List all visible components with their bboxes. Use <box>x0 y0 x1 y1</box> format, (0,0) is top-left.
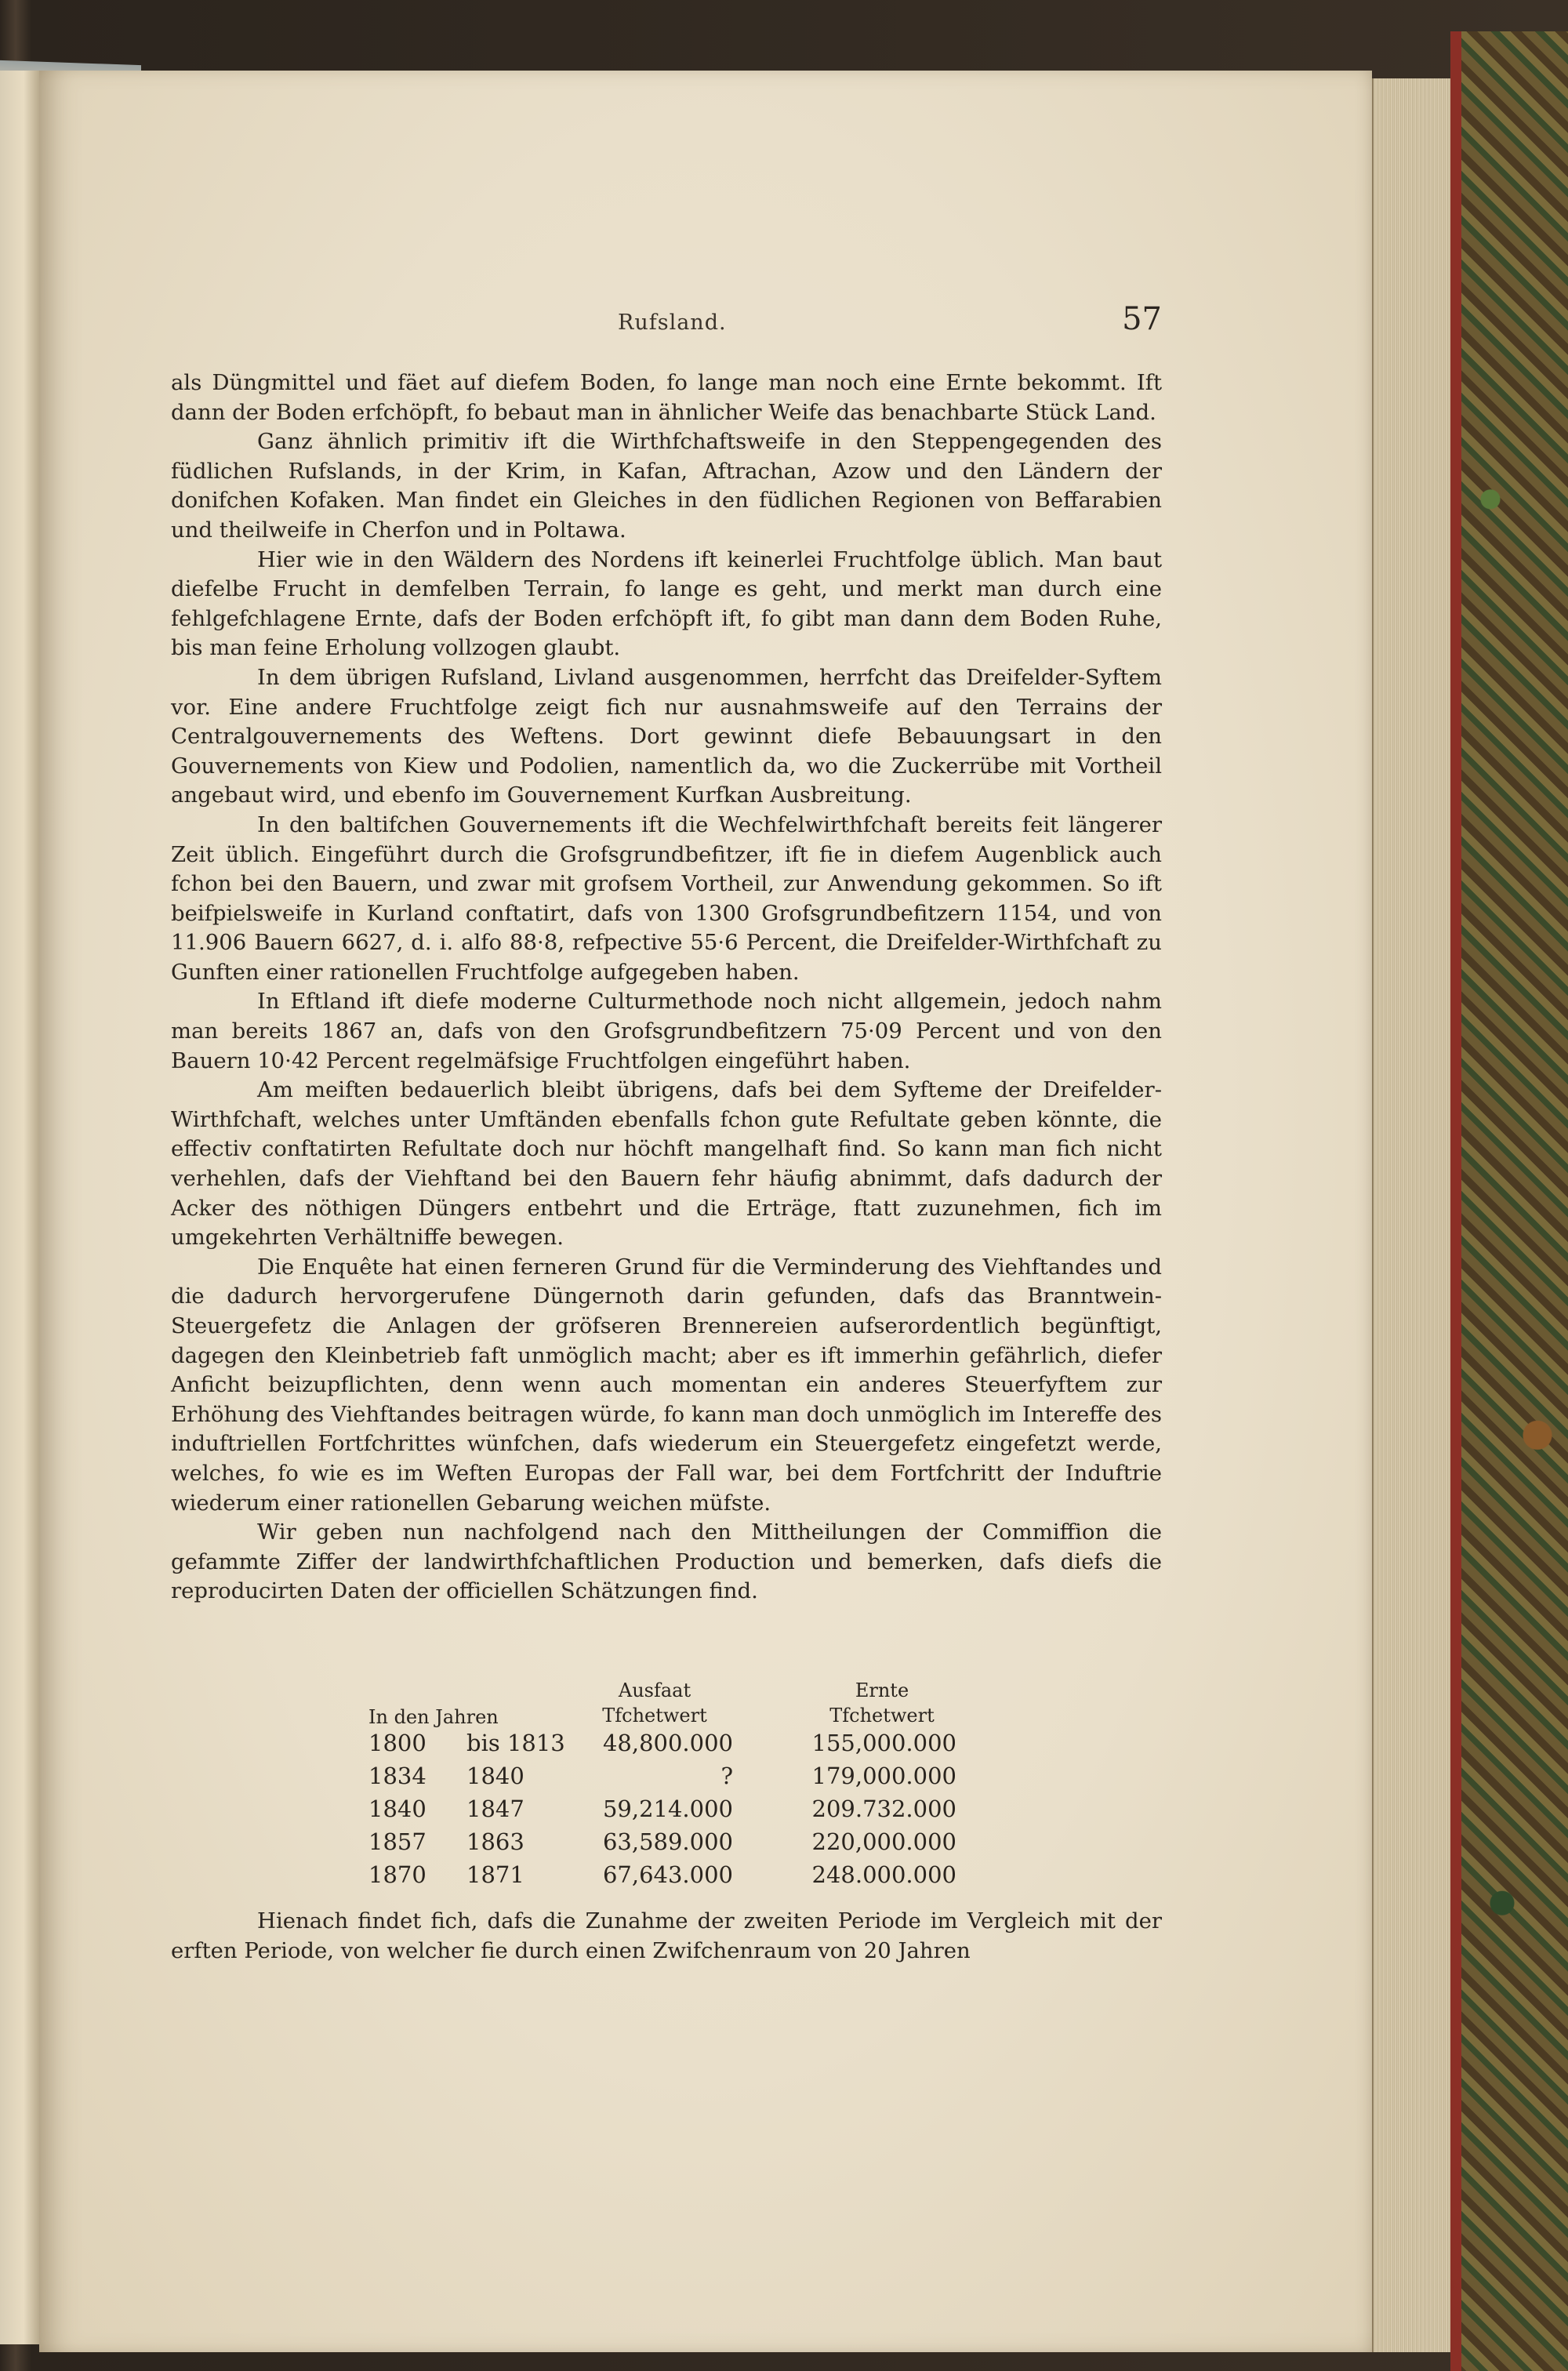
marbled-cover <box>1450 31 1568 2371</box>
cell-seed: 48,800.000 <box>602 1730 733 1756</box>
header-seed-unit: Tfchetwert <box>602 1705 707 1727</box>
cell-seed: ? <box>720 1763 733 1789</box>
header-harvest-label: Ernte <box>855 1679 909 1701</box>
header-seed-label: Ausfaat <box>618 1679 691 1701</box>
cell-seed: 59,214.000 <box>602 1795 733 1822</box>
previous-page-edge <box>0 71 41 2344</box>
cell-harvest: 209.732.000 <box>811 1795 956 1822</box>
cell-from-year: 1800 <box>368 1730 426 1756</box>
paragraph: In den baltifchen Gouvernements ift die Wechfelwirthfchaft bereits feit längerer Zeit üblich. Eingeführt durch die Grofsgrundbefitzer, ift fie in diefem Augenblick auch fchon bei den Bauern, und zwar mit grofsem Vortheil, zur Anwendung gekommen. So ift beifpielsweife in Kurland conftatirt, dafs von 1300 Grofsgrundbefitzern 1154, und von 11.906 Bauern 6627, d. i. alfo 88·8, refpective 55·6 Percent, die Dreifelder-Wirthfchaft zu Gunften einer rationellen Fruchtfolge aufgegeben haben. <box>171 812 1162 985</box>
header-harvest <box>808 1678 956 1728</box>
production-table <box>361 1678 988 1894</box>
cell-from-year: 1840 <box>368 1795 426 1822</box>
cell-harvest: 179,000.000 <box>811 1763 956 1789</box>
table-row <box>361 1828 988 1861</box>
table-row <box>361 1763 988 1795</box>
page-block-edges <box>1372 78 1452 2352</box>
cell-to-year: 1871 <box>466 1861 524 1888</box>
cell-to-year: bis 1813 <box>466 1730 565 1756</box>
paragraph: Wir geben nun nachfolgend nach den Mittheilungen der Commiffion die gefammte Ziffer der landwirthfchaftlichen Production und bemerken, dafs diefs die reproducirten Daten der officiellen Schätzungen find. <box>171 1520 1162 1604</box>
paragraph: Ganz ähnlich primitiv ift die Wirthfchaftsweife in den Steppengegenden des füdlichen Rufslands, in der Krim, in Kafan, Aftrachan, Azow und den Ländern der donifchen Kofaken. Man findet ein Gleiches in den füdlichen Regionen von Beffarabien und theilweife in Cherfon und in Poltawa. <box>171 429 1162 543</box>
cell-to-year: 1863 <box>466 1828 524 1855</box>
cell-from-year: 1834 <box>368 1763 426 1789</box>
cell-from-year: 1870 <box>368 1861 426 1888</box>
closing-paragraph: Hienach findet fich, dafs die Zunahme der zweiten Periode im Vergleich mit der erften Periode, von welcher fie durch einen Zwifchenraum von 20 Jahren <box>171 1908 1162 1963</box>
cell-harvest: 248.000.000 <box>811 1861 956 1888</box>
paragraph: In dem übrigen Rufsland, Livland ausgenommen, herrfcht das Dreifelder-Syftem vor. Eine andere Fruchtfolge zeigt fich nur ausnahmsweife auf den Terrains der Centralgouvernements des Weftens. Dort gewinnt diefe Bebauungsart in den Gouvernements von Kiew und Podolien, namentlich da, wo die Zuckerrübe mit Vortheil angebaut wird, und ebenfo im Gouvernement Kurfkan Ausbreitung. <box>171 664 1162 808</box>
paragraph: Am meiften bedauerlich bleibt übrigens, dafs bei dem Syfteme der Dreifelder-Wirthfchaft, welches unter Umftänden ebenfalls fchon gute Refultate geben könnte, die effectiv conftatirten Refultate doch nur höchft mangelhaft find. So kann man fich nicht verhehlen, dafs der Viehftand bei den Bauern fehr häufig abnimmt, dafs dadurch der Acker des nöthigen Düngers entbehrt und die Erträge, ftatt zuzunehmen, fich im umgekehrten Verhältniffe bewegen. <box>171 1077 1162 1251</box>
header-seed <box>580 1678 729 1728</box>
running-title: Rufsland. <box>618 310 727 335</box>
cell-seed: 67,643.000 <box>602 1861 733 1888</box>
cell-to-year: 1847 <box>466 1795 524 1822</box>
cell-harvest: 220,000.000 <box>811 1828 956 1855</box>
header-years: In den Jahren <box>368 1706 499 1728</box>
page-number: 57 <box>1122 301 1162 337</box>
paragraph: Hier wie in den Wäldern des Nordens ift keinerlei Fruchtfolge üblich. Man baut diefelbe Frucht in demfelben Terrain, fo lange es geht, und merkt man durch eine fehlgefchlagene Ernte, dafs der Boden erfchöpft ift, fo gibt man dann dem Boden Ruhe, bis man feine Erholung vollzogen glaubt. <box>171 546 1162 661</box>
cell-from-year: 1857 <box>368 1828 426 1855</box>
table-header <box>361 1678 988 1730</box>
cell-seed: 63,589.000 <box>602 1828 733 1855</box>
header-harvest-unit: Tfchetwert <box>829 1705 935 1727</box>
cell-harvest: 155,000.000 <box>811 1730 956 1756</box>
running-head <box>171 301 1162 354</box>
paragraph: als Düngmittel und fäet auf diefem Boden, fo lange man noch eine Ernte bekommt. Ift dann der Boden erfchöpft, fo bebaut man in ähnlicher Weife das benachbarte Stück Land. <box>171 370 1162 425</box>
cover-leather-edge <box>1450 31 1461 2371</box>
table-row <box>361 1795 988 1828</box>
paragraph: In Eftland ift diefe moderne Culturmethode noch nicht allgemein, jedoch nahm man bereits 1867 an, dafs von den Grofsgrundbefitzern 75·09 Percent und von den Bauern 10·42 Percent regelmäfsige Fruchtfolgen eingeführt haben. <box>171 989 1162 1073</box>
paragraph: Die Enquête hat einen ferneren Grund für die Verminderung des Viehftandes und die dadurch hervorgerufene Düngernoth darin gefunden, dafs das Branntwein-Steuergefetz die Anlagen der gröfseren Brennereien aufserordentlich begünftigt, dagegen den Kleinbetrieb faft unmöglich macht; aber es ift immerhin gefährlich, diefer Anficht beizupflichten, denn wenn auch momentan ein anderes Steuerfyftem zur Erhöhung des Viehftandes beitragen würde, fo kann man doch unmöglich im Intereffe des induftriellen Fortfchrittes wünfchen, dafs wiederum ein Steuergefetz eingefetzt werde, welches, fo wie es im Weften Europas der Fall war, bei dem Fortfchritt der Induftrie wiederum einer rationellen Gebarung weichen müfste. <box>171 1254 1162 1516</box>
table-row <box>361 1730 988 1763</box>
table-row <box>361 1861 988 1894</box>
cell-to-year: 1840 <box>466 1763 524 1789</box>
body-text <box>171 369 1162 1607</box>
